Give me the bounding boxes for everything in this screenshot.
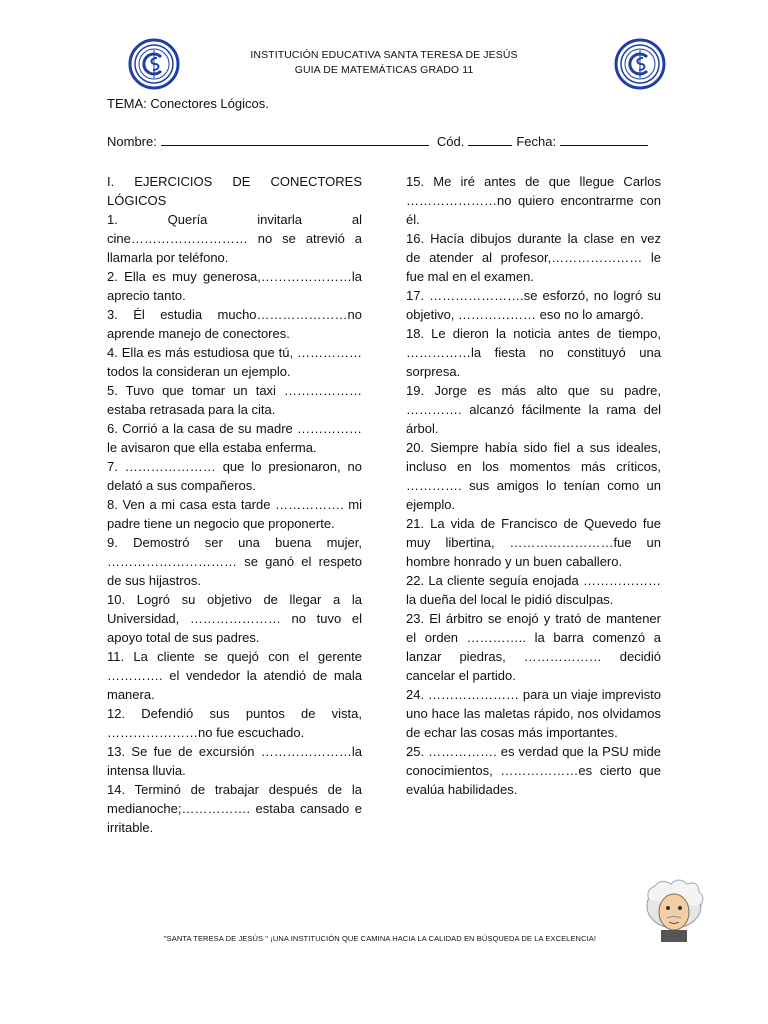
exercise-item: 9. Demostró ser una buena mujer, ………………………… se ganó el respeto de sus hijastros. [107, 535, 362, 588]
name-blank[interactable] [161, 134, 429, 146]
exercise-item: 20. Siempre había sido fiel a sus ideales, incluso en los momentos más críticos, …………. sus amigos lo tenían como un ejemplo. [406, 440, 661, 512]
student-info-row [107, 134, 657, 149]
exercise-item: 14. Terminó de trabajar después de la medianoche;……………. estaba cansado e irritable. [107, 782, 362, 835]
exercise-item: 2. Ella es muy generosa,…………………la aprecio tanto. [107, 269, 362, 303]
exercise-item: 10. Logró su objetivo de llegar a la Universidad, ………………… no tuvo el apoyo total de sus padres. [107, 592, 362, 645]
exercise-item: 8. Ven a mi casa esta tarde ……………. mi padre tiene un negocio que proponerte. [107, 497, 362, 531]
exercise-item: 4. Ella es más estudiosa que tú, …………… todos la consideran un ejemplo. [107, 345, 362, 379]
exercise-item: 12. Defendió sus puntos de vista, …………………no fue escuchado. [107, 706, 362, 740]
document-header [200, 48, 568, 78]
institution-name: INSTITUCIÓN EDUCATIVA SANTA TERESA DE JESÚS [250, 49, 518, 61]
exercise-item: 19. Jorge es más alto que su padre, …………. alcanzó fácilmente la rama del árbol. [406, 383, 661, 436]
guide-title: GUIA DE MATEMÁTICAS GRADO 11 [294, 64, 474, 76]
exercise-item: 17. ………………….se esforzó, no logró su objetivo, ……………… eso no lo amargó. [406, 288, 661, 322]
school-seal-icon [614, 38, 666, 90]
exercise-item: 13. Se fue de excursión …………………la intensa lluvia. [107, 744, 362, 778]
name-label: Nombre: [107, 134, 157, 149]
exercise-item: 25. ……………. es verdad que la PSU mide conocimientos, ………………es cierto que evalúa habilidades. [406, 744, 661, 797]
footer-motto: "SANTA TERESA DE JESÚS " ¡UNA INSTITUCIÓN QUE CAMINA HACIA LA CALIDAD EN BÚSQUEDA DE LA EXCELENCIA! [163, 934, 597, 943]
exercise-item: 15. Me iré antes de que llegue Carlos …………………no quiero encontrarme con él. [406, 174, 661, 227]
exercise-item: 7. ………………… que lo presionaron, no delató a sus compañeros. [107, 459, 362, 493]
einstein-caricature-icon [639, 876, 709, 946]
exercise-item: 3. Él estudia mucho…………………no aprende manejo de conectores. [107, 307, 362, 341]
code-label: Cód. [436, 134, 465, 149]
exercise-item: 18. Le dieron la noticia antes de tiempo, ……………la fiesta no constituyó una sorpresa. [406, 326, 661, 379]
exercise-item: 21. La vida de Francisco de Quevedo fue muy libertina, ……………………fue un hombre honrado y un buen caballero. [406, 516, 661, 569]
topic-title: TEMA: Conectores Lógicos. [107, 96, 269, 111]
exercise-item: 11. La cliente se quejó con el gerente …………. el vendedor la atendió de mala manera. [107, 649, 362, 702]
exercise-item: 5. Tuvo que tomar un taxi ……………… estaba retrasada para la cita. [107, 383, 362, 417]
exercise-item: 1. Quería invitarla al cine……………………… no se atrevió a llamarla por teléfono. [107, 212, 362, 265]
exercise-item: 6. Corrió a la casa de su madre ……………le avisaron que ella estaba enferma. [107, 421, 362, 455]
section-title: I. EJERCICIOS DE CONECTORES LÓGICOS [107, 174, 362, 208]
exercises-left-column [107, 172, 362, 837]
code-blank[interactable] [468, 134, 512, 146]
exercise-item: 23. El árbitro se enojó y trató de mantener el orden ………….. la barra comenzó a lanzar piedras, ……………… decidió cancelar el partido. [406, 611, 661, 683]
date-blank[interactable] [560, 134, 648, 146]
exercise-item: 22. La cliente seguía enojada ……………… la dueña del local le pidió disculpas. [406, 573, 661, 607]
school-seal-icon [128, 38, 180, 90]
date-label: Fecha: [516, 134, 557, 149]
exercise-item: 24. ………………… para un viaje imprevisto uno hace las maletas rápido, nos olvidamos de echar las cosas más importantes. [406, 687, 661, 740]
exercise-item: 16. Hacía dibujos durante la clase en vez de atender al profesor,………………… le fue mal en el examen. [406, 231, 661, 284]
exercises-right-column [406, 172, 661, 799]
